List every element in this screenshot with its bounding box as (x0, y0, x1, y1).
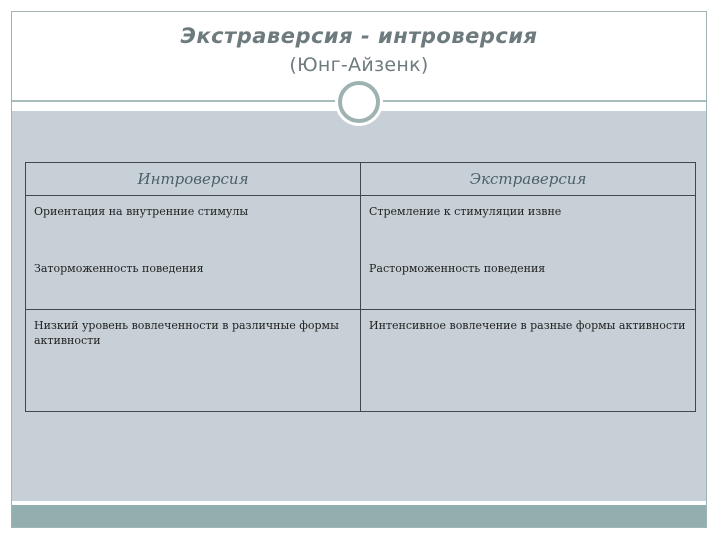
table-cell-introversion (26, 310, 361, 412)
slide (11, 11, 707, 528)
cell-text: Ориентация на внутренние стимулы (34, 205, 249, 218)
footer-bar (12, 505, 706, 527)
cell-text: Заторможенность поведения (34, 262, 204, 275)
cell-text: Стремление к стимуляции извне (369, 205, 562, 218)
table-cell-extraversion (361, 310, 696, 412)
table-row (26, 310, 696, 412)
comparison-table (25, 162, 696, 412)
header-extraversion: Экстраверсия (361, 163, 696, 196)
cell-text: Низкий уровень вовлеченности в различные формы активности (34, 319, 339, 347)
table-cell-extraversion (361, 196, 696, 310)
header-introversion: Интроверсия (26, 163, 361, 196)
cell-text: Расторможенность поведения (369, 262, 546, 275)
cell-text: Интенсивное вовлечение в разные формы активности (369, 319, 686, 332)
table-cell-introversion (26, 196, 361, 310)
circle-ornament-icon (338, 81, 380, 123)
table-header-row (26, 163, 696, 196)
table-row (26, 196, 696, 310)
slide-title: Экстраверсия - интроверсия (180, 24, 538, 48)
content-area (12, 111, 706, 501)
slide-subtitle: (Юнг-Айзенк) (289, 54, 429, 76)
